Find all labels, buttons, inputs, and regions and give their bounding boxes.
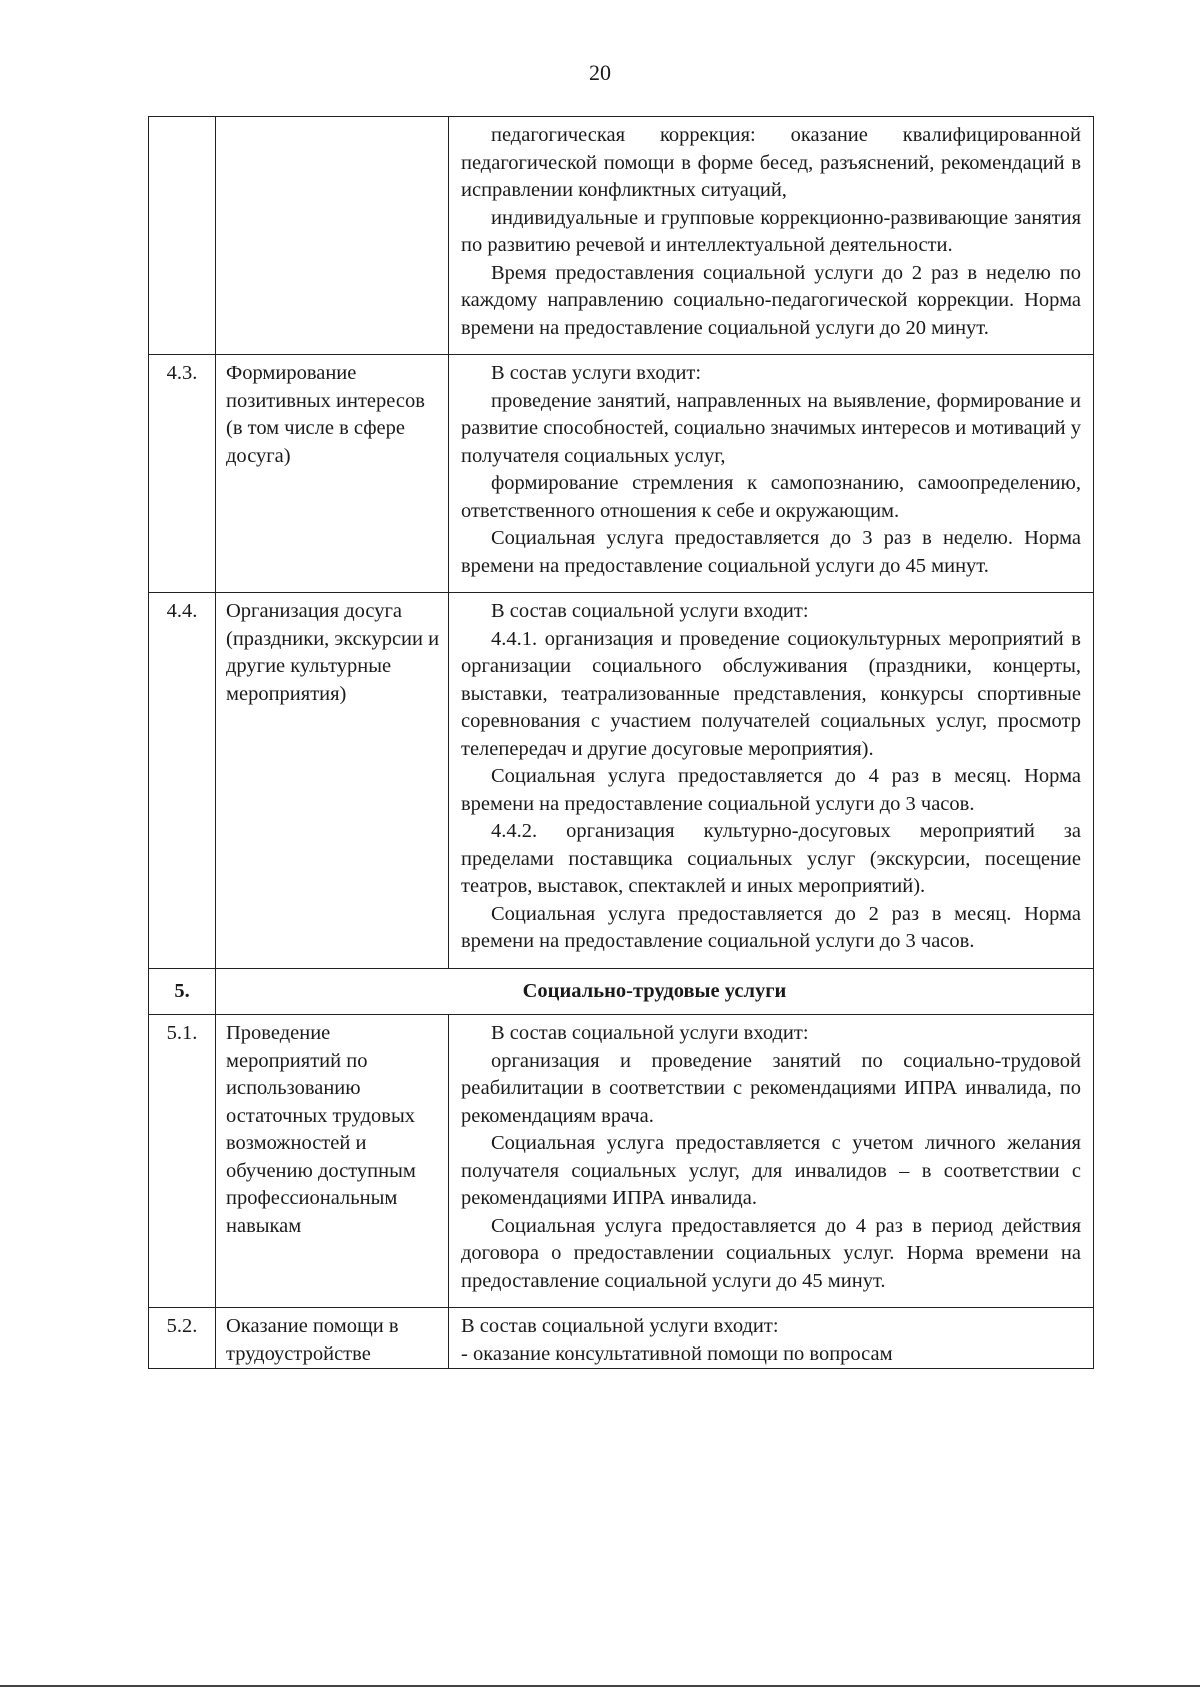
service-description — [449, 1015, 1094, 1308]
section-title: Социально-трудовые услуги — [216, 968, 1094, 1015]
service-description — [449, 593, 1094, 969]
service-name — [216, 117, 449, 355]
description-paragraph: В состав социальной услуги входит: — [461, 1315, 779, 1337]
service-name: Организация досуга (праздники, экскурсии и другие культурные мероприятия) — [216, 593, 449, 969]
table-row — [149, 1308, 1094, 1369]
service-description — [449, 1308, 1094, 1369]
table-row — [149, 117, 1094, 355]
table-row — [149, 1015, 1094, 1308]
service-description — [449, 117, 1094, 355]
description-paragraph: В состав социальной услуги входит: — [491, 600, 809, 622]
service-name: Формирование позитивных интересов (в том числе в сфере досуга) — [216, 355, 449, 593]
table-row — [149, 593, 1094, 969]
description-paragraph: педагогическая коррекция: оказание квалифицированной педагогической помощи в форме бесед, разъяснений, рекомендаций в исправлении конфликтных ситуаций, — [461, 124, 1081, 201]
description-paragraph: 4.4.1. организация и проведение социокультурных мероприятий в организации социального обслуживания (праздники, концерты, выставки, театрализованные представления, конкурсы спортивные соревнования с участием получателей социальных услуг, просмотр телепередач и другие досуговые мероприятия). — [461, 627, 1081, 760]
services-table — [148, 116, 1094, 1369]
description-paragraph: проведение занятий, направленных на выявление, формирование и развитие способностей, социально значимых интересов и мотиваций у получателя социальных услуг, — [461, 389, 1081, 467]
row-number: 4.3. — [149, 355, 216, 593]
description-paragraph: индивидуальные и групповые коррекционно-развивающие занятия по развитию речевой и интеллектуальной деятельности. — [461, 206, 1081, 256]
description-paragraph: Социальная услуга предоставляется до 4 раз в период действия договора о предоставлении социальных услуг. Норма времени на предоставление социальной услуги до 45 минут. — [461, 1214, 1081, 1292]
description-paragraph: Социальная услуга предоставляется до 4 раз в месяц. Норма времени на предоставление социальной услуги до 3 часов. — [461, 765, 1081, 815]
description-paragraph: Время предоставления социальной услуги до 2 раз в неделю по каждому направлению социально-педагогической коррекции. Норма времени на предоставление социальной услуги до 20 минут. — [461, 261, 1081, 339]
description-paragraph: В состав услуги входит: — [491, 362, 702, 384]
description-paragraph: В состав социальной услуги входит: — [491, 1022, 809, 1044]
description-paragraph: 4.4.2. организация культурно-досуговых мероприятий за пределами поставщика социальных услуг (экскурсии, посещение театров, выставок, спектаклей и иных мероприятий). — [461, 820, 1081, 897]
page-bottom-rule — [0, 1685, 1200, 1687]
section-header-row — [149, 968, 1094, 1015]
page-number: 20 — [589, 60, 611, 85]
service-name: Оказание помощи в трудоустройстве — [216, 1308, 449, 1369]
service-description — [449, 355, 1094, 593]
row-number: 5.1. — [149, 1015, 216, 1308]
description-paragraph: формирование стремления к самопознанию, самоопределению, ответственного отношения к себе и окружающим. — [461, 472, 1081, 522]
description-paragraph: Социальная услуга предоставляется до 3 раз в неделю. Норма времени на предоставление социальной услуги до 45 минут. — [461, 527, 1081, 577]
row-number — [149, 117, 216, 355]
description-paragraph: - оказание консультативной помощи по вопросам — [461, 1342, 893, 1365]
section-number: 5. — [149, 968, 216, 1015]
description-paragraph: организация и проведение занятий по социально-трудовой реабилитации в соответствии с рекомендациями ИПРА инвалида, по рекомендациям врача. — [461, 1049, 1081, 1127]
description-paragraph: Социальная услуга предоставляется до 2 раз в месяц. Норма времени на предоставление социальной услуги до 3 часов. — [461, 902, 1081, 952]
row-number: 5.2. — [149, 1308, 216, 1369]
description-paragraph: Социальная услуга предоставляется с учетом личного желания получателя социальных услуг, для инвалидов – в соответствии с рекомендациями ИПРА инвалида. — [461, 1132, 1081, 1209]
row-number: 4.4. — [149, 593, 216, 969]
table-row — [149, 355, 1094, 593]
service-name: Проведение мероприятий по использованию остаточных трудовых возможностей и обучению доступным профессиональным навыкам — [216, 1015, 449, 1308]
